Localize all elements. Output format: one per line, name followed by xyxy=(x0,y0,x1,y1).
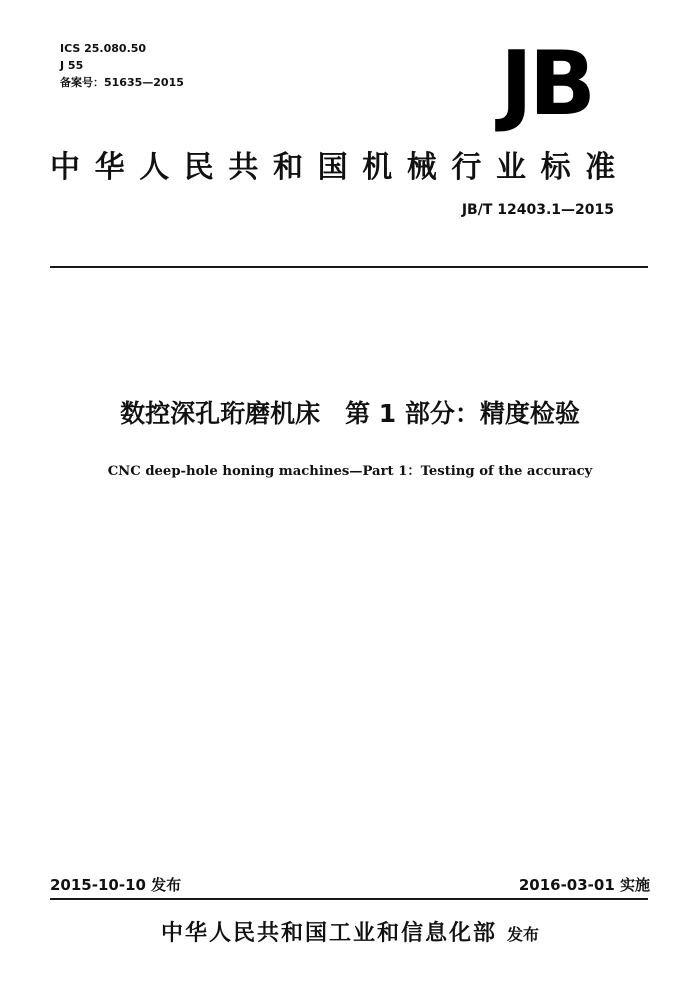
issuer-suffix: 发布 xyxy=(507,925,540,944)
standard-code: JB/T 12403.1—2015 xyxy=(461,202,614,218)
ics-code: ICS 25.080.50 xyxy=(60,42,147,55)
record-number: 备案号：51635—2015 xyxy=(60,76,184,89)
standard-category: 中华人民共和国机械行业标准 xyxy=(50,150,630,185)
implementation-date: 2016-03-01 实施 xyxy=(518,876,650,894)
header-meta xyxy=(60,40,184,91)
ccs-code: J 55 xyxy=(60,59,84,72)
document-title-chinese: 数控深孔珩磨机床 第 1 部分：精度检验 xyxy=(120,399,580,428)
header-divider xyxy=(50,266,648,268)
issuer-name: 中华人民共和国工业和信息化部 xyxy=(160,921,497,946)
issuing-authority xyxy=(0,916,700,947)
jb-logo: JB xyxy=(500,32,592,135)
footer-divider xyxy=(50,898,648,900)
document-title-english: CNC deep-hole honing machines—Part 1：Testing of the accuracy xyxy=(107,464,593,479)
issue-date: 2015-10-10 发布 xyxy=(50,876,182,894)
